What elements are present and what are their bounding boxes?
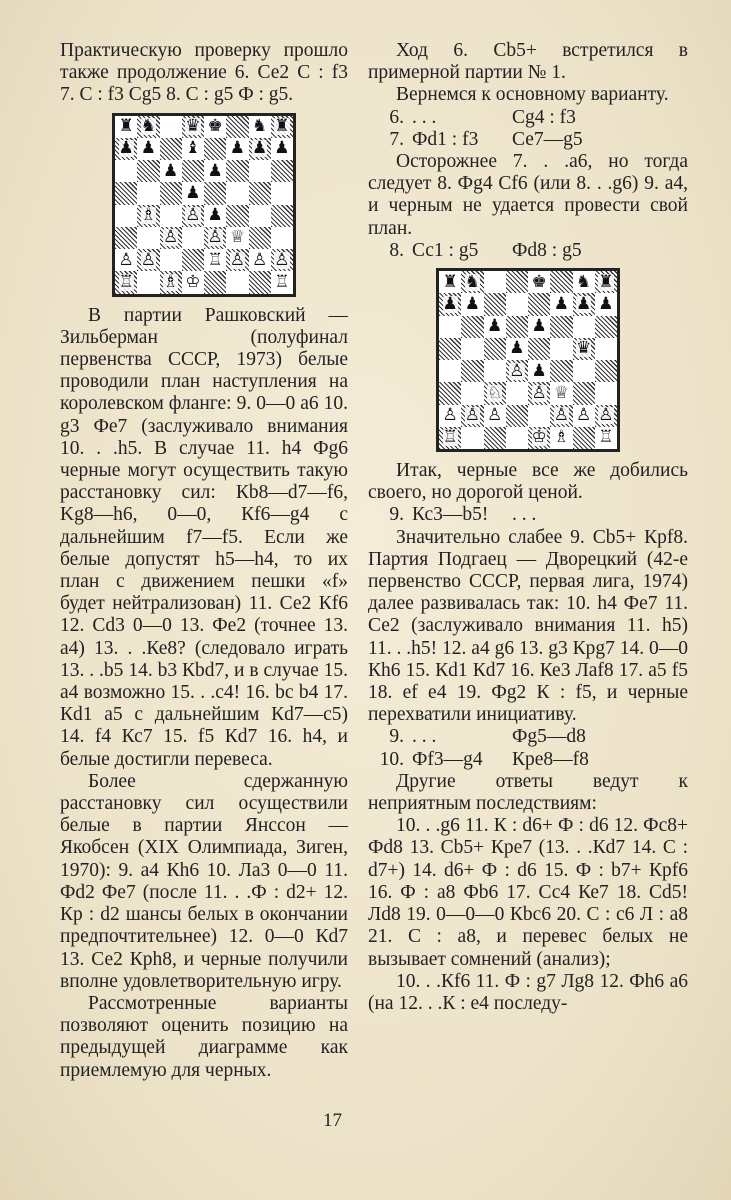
board-square [160, 182, 182, 204]
board-square [573, 293, 595, 315]
chess-piece: ♟ [207, 205, 223, 226]
board-square [271, 271, 293, 293]
board-square [484, 271, 506, 293]
board-square [528, 271, 550, 293]
chess-piece: ♙ [553, 405, 569, 426]
board-square [439, 405, 461, 427]
chess-piece: ♟ [118, 138, 134, 159]
right-para-5: Значительно слабее 9. Сb5+ Крf8. Партия Подгаец — Дворецкий (42-е первенство СССР, первая лига, 1974) далее развивалась так: 10. h4 Фе7 11. Се2 (заслуживало внимания 11. h5) 11. . .h5! 12. а4 g6 13. g3 Кpg7 14. 0—0 Кh6 15. Кd1 Кd7 16. Ке3 Лaf8 17. а5 f5 18. ef е4 19. Фg2 К : f5, и черные перехватили инициативу. [368, 526, 688, 726]
chess-piece: ♙ [464, 405, 480, 426]
chess-piece: ♟ [464, 293, 480, 314]
board-square [137, 160, 159, 182]
chess-piece: ♙ [118, 249, 134, 270]
board-square [115, 138, 137, 160]
chess-piece: ♙ [185, 205, 201, 226]
board-square [595, 271, 617, 293]
left-para-3: Более сдержанную расстановку сил осуществили белые в партии Янссон — Якобсен (XIX Олимпиада, Зиген, 1970): 9. а4 Кh6 10. Ла3 0—0 11. Фd2 Фе7 (после 11. . .Ф : d2+ 12. Кр : d2 шансы белых в окончании предпочтительнее) 12. 0—0 Кd7 13. Се2 Кph8, и черные получили вполне удовлетворительную игру. [60, 770, 348, 992]
chess-piece: ♟ [274, 138, 290, 159]
chess-piece: ♚ [531, 271, 547, 292]
chess-piece: ♙ [252, 249, 268, 270]
board-square [506, 271, 528, 293]
chess-piece: ♙ [229, 249, 245, 270]
board-square [204, 160, 226, 182]
chess-piece: ♞ [576, 271, 592, 292]
left-para-4: Рассмотренные варианты позволяют оценить позицию на предыдущей диаграмме как приемлемую для черных. [60, 992, 348, 1081]
board-square [115, 182, 137, 204]
board-square [249, 249, 271, 271]
chess-piece: ♙ [163, 227, 179, 248]
board-square [271, 116, 293, 138]
chess-piece: ♕ [553, 382, 569, 403]
chess-piece: ♟ [553, 293, 569, 314]
board-square [528, 338, 550, 360]
board-square [595, 293, 617, 315]
board-square [137, 182, 159, 204]
board-square [271, 205, 293, 227]
board-square [249, 160, 271, 182]
board-square [249, 205, 271, 227]
board-square [115, 160, 137, 182]
chess-piece: ♜ [442, 271, 458, 292]
board-square [506, 405, 528, 427]
board-square [506, 293, 528, 315]
right-para-1: Ход 6. Сb5+ встретился в примерной партии № 1. [368, 40, 688, 84]
board-square [573, 271, 595, 293]
board-square [271, 138, 293, 160]
board-square [528, 360, 550, 382]
board-square [528, 427, 550, 449]
board-square [204, 116, 226, 138]
board-square [550, 293, 572, 315]
board-square [484, 360, 506, 382]
board-square [160, 227, 182, 249]
board-square [550, 405, 572, 427]
board-square [484, 316, 506, 338]
board-square [550, 360, 572, 382]
chess-piece: ♙ [531, 382, 547, 403]
left-column [60, 40, 348, 1082]
board-square [115, 227, 137, 249]
chess-piece: ♙ [509, 360, 525, 381]
board-square [226, 227, 248, 249]
board-square [204, 182, 226, 204]
chess-piece: ♗ [163, 271, 179, 292]
board-square [115, 116, 137, 138]
board-square [137, 116, 159, 138]
board-square [439, 338, 461, 360]
board-square [249, 271, 271, 293]
board-square [461, 360, 483, 382]
board-square [249, 116, 271, 138]
board-square [573, 316, 595, 338]
board-square [595, 405, 617, 427]
board-square [484, 427, 506, 449]
board-square [439, 427, 461, 449]
board-square [249, 227, 271, 249]
chess-piece: ♟ [207, 160, 223, 181]
chess-piece: ♟ [598, 293, 614, 314]
board-square [160, 205, 182, 227]
board-square [226, 249, 248, 271]
board-square [226, 138, 248, 160]
board-square [182, 249, 204, 271]
chess-piece: ♟ [531, 316, 547, 337]
move-line-6: 6. . . . Cg4 : f3 [389, 106, 576, 128]
board-square [271, 249, 293, 271]
board-square [461, 427, 483, 449]
board-square [204, 205, 226, 227]
board-square [182, 138, 204, 160]
board-square [573, 405, 595, 427]
chess-piece: ♟ [509, 338, 525, 359]
board-square [204, 138, 226, 160]
board-square [226, 116, 248, 138]
board-square [160, 249, 182, 271]
chess-piece: ♟ [185, 182, 201, 203]
board-square [115, 271, 137, 293]
board-square [528, 382, 550, 404]
board-square [137, 271, 159, 293]
board-square [484, 293, 506, 315]
chess-piece: ♖ [598, 427, 614, 448]
left-para-2: В партии Рашковский — Зильберман (полуфинал первенства СССР, 1973) белые проводили план наступления на королевском фланге: 9. 0—0 а6 10. g3 Фе7 (заслуживало внимания 10. . .h5. В случае 11. h4 Фg6 черные могут осуществить такую расстановку сил: Кb8—d7—f6, Kg8—h6, 0—0, Кf6—g4 с дальнейшим f7—f5. Если же белые допустят h5—h4, то их план с движением пешки «f» будет нейтрализован) 11. Се2 Кf6 12. Cd3 0—0 13. Фе2 (точнее 13. а4) 13. . .Ке8? (следовало играть 13. . .b5 14. b3 Кbd7, и в случае 15. а4 возможно 15. . .c4! 16. bc b4 17. Кd1 а5 с дальнейшим Кd7—c5) 14. f4 Кс7 15. f5 Кd7 16. h4, и белые достигли перевеса. [60, 304, 348, 770]
board-square [595, 382, 617, 404]
board-square [484, 405, 506, 427]
board-square [439, 293, 461, 315]
board-square [137, 138, 159, 160]
right-para-6: Другие ответы ведут к неприятным последствиям: [368, 770, 688, 815]
chess-piece: ♗ [140, 205, 156, 226]
chess-piece: ♚ [207, 116, 223, 137]
board-square [528, 293, 550, 315]
board-square [461, 338, 483, 360]
board-square [271, 160, 293, 182]
board-square [439, 360, 461, 382]
chess-piece: ♖ [207, 249, 223, 270]
board-square [484, 338, 506, 360]
board-square [271, 182, 293, 204]
board-square [115, 249, 137, 271]
board-square [439, 271, 461, 293]
chess-piece: ♕ [229, 227, 245, 248]
chess-piece: ♛ [576, 338, 592, 359]
board-square [271, 227, 293, 249]
chess-diagram-1 [112, 113, 296, 297]
chess-piece: ♟ [531, 360, 547, 381]
board-square [160, 160, 182, 182]
right-para-4: Итак, черные все же добились своего, но дорогой ценой. [368, 460, 688, 504]
chess-piece: ♜ [598, 271, 614, 292]
board-square [461, 293, 483, 315]
chess-piece: ♝ [185, 138, 201, 159]
right-para-2: Вернемся к основному варианту. [396, 84, 669, 106]
board-square [506, 338, 528, 360]
right-para-3: Осторожнее 7. . .а6, но тогда следует 8. Фg4 Cf6 (или 8. . .g6) 9. а4, и черным не удается провести свой план. [368, 151, 688, 239]
board-square [506, 382, 528, 404]
board-square [160, 116, 182, 138]
board-square [204, 271, 226, 293]
board-square [226, 271, 248, 293]
board-square [484, 382, 506, 404]
chess-piece: ♙ [207, 227, 223, 248]
board-square [506, 316, 528, 338]
chess-piece: ♟ [487, 316, 503, 337]
board-square [528, 405, 550, 427]
board-square [461, 382, 483, 404]
chess-piece: ♟ [163, 160, 179, 181]
move-line-8: 8. Сс1 : g5 Фd8 : g5 [389, 239, 582, 261]
board-square [595, 427, 617, 449]
board-square [573, 382, 595, 404]
board-square [439, 316, 461, 338]
chess-piece: ♖ [442, 427, 458, 448]
chess-piece: ♗ [553, 427, 569, 448]
board-square [573, 338, 595, 360]
board-square [182, 182, 204, 204]
board-square [137, 249, 159, 271]
right-column [368, 40, 688, 1015]
chess-piece: ♟ [252, 138, 268, 159]
chess-piece: ♜ [118, 116, 134, 137]
board-square [226, 205, 248, 227]
chess-piece: ♙ [442, 405, 458, 426]
board-square [137, 205, 159, 227]
left-para-1: Практическую проверку прошло также продолжение 6. Се2 С : f3 7. С : f3 Cg5 8. С : g5 Ф : g5. [60, 40, 348, 106]
board-square [550, 427, 572, 449]
chess-diagram-2 [436, 268, 620, 452]
move-line-9b: 9. . . . Фg5—d8 [389, 726, 586, 748]
board-square [506, 427, 528, 449]
board-square [461, 316, 483, 338]
chess-piece: ♖ [274, 271, 290, 292]
board-square [160, 271, 182, 293]
chess-piece: ♞ [464, 271, 480, 292]
chess-piece: ♞ [252, 116, 268, 137]
chess-piece: ♙ [140, 249, 156, 270]
chess-piece: ♟ [229, 138, 245, 159]
board-square [182, 160, 204, 182]
board-square [226, 160, 248, 182]
move-line-7: 7. Фd1 : f3 Се7—g5 [389, 128, 583, 150]
board-square [573, 360, 595, 382]
board-square [137, 227, 159, 249]
chess-piece: ♙ [274, 249, 290, 270]
board-square [550, 271, 572, 293]
board-square [506, 360, 528, 382]
board-square [249, 138, 271, 160]
chess-piece: ♛ [185, 116, 201, 137]
move-line-10: 10. Фf3—g4 Кре8—f8 [379, 748, 589, 770]
chess-piece: ♙ [487, 405, 503, 426]
chess-piece: ♔ [185, 271, 201, 292]
right-para-8: 10. . .Кf6 11. Ф : g7 Лg8 12. Фh6 а6 (на 12. . .К : е4 последу- [368, 970, 688, 1014]
board-square [182, 116, 204, 138]
move-line-9: 9. Кс3—b5! . . . [389, 504, 537, 526]
board-square [528, 316, 550, 338]
board-square [550, 382, 572, 404]
chess-piece: ♙ [598, 405, 614, 426]
board-square [204, 227, 226, 249]
chess-piece: ♟ [576, 293, 592, 314]
board-square [550, 316, 572, 338]
board-square [182, 227, 204, 249]
right-para-7: 10. . .g6 11. К : d6+ Ф : d6 12. Фс8+ Фd8 13. Сb5+ Кре7 (13. . .Кd7 14. С : d7+) 14. d6+ Ф : d6 15. Ф : b7+ Крf6 16. Ф : а8 Фb6 17. Сс4 Ке7 18. Cd5! Лd8 19. 0—0—0 Кbс6 20. С : с6 Л : а8 21. С : а8, и перевес белых не вызывает сомнений (анализ); [368, 815, 688, 970]
board-square [249, 182, 271, 204]
board-square [461, 405, 483, 427]
chess-piece: ♘ [487, 382, 503, 403]
board-square [226, 182, 248, 204]
board-square [160, 138, 182, 160]
chess-piece: ♔ [531, 427, 547, 448]
board-square [595, 338, 617, 360]
board-square [204, 249, 226, 271]
board-square [182, 271, 204, 293]
chess-piece: ♖ [118, 271, 134, 292]
board-square [595, 316, 617, 338]
board-square [461, 271, 483, 293]
chess-piece: ♜ [274, 116, 290, 137]
chess-piece: ♙ [576, 405, 592, 426]
chess-piece: ♞ [140, 116, 156, 137]
board-square [439, 382, 461, 404]
board-square [595, 360, 617, 382]
board-square [550, 338, 572, 360]
board-square [115, 205, 137, 227]
board-square [182, 205, 204, 227]
chess-piece: ♟ [140, 138, 156, 159]
page-number: 17 [323, 1110, 342, 1131]
board-square [573, 427, 595, 449]
chess-piece: ♟ [442, 293, 458, 314]
